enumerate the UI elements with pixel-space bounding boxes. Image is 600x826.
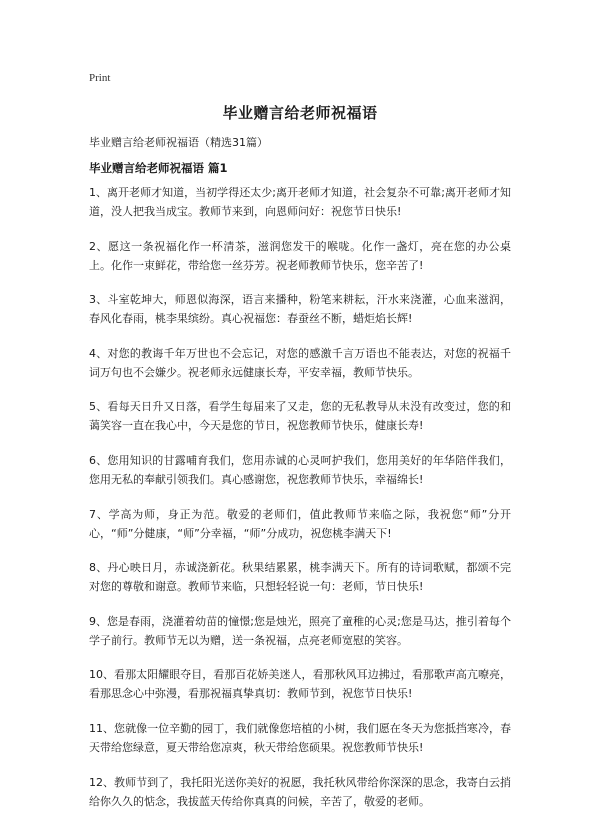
paragraph: 4、对您的教诲千年万世也不会忘记，对您的感激千言万语也不能表达，对您的祝福千词万句也不会嫌少。祝老师永远健康长寿，平安幸福，教师节快乐。	[89, 346, 511, 379]
paragraph: 5、看每天日升又日落，看学生每届来了又走，您的无私教导从未没有改变过，您的和蔼笑容一直在我心中，今天是您的节日，祝您教师节快乐，健康长寿!	[89, 400, 511, 433]
paragraph: 2、愿这一条祝福化作一杯清茶，滋润您发干的喉咙。化作一盏灯，亮在您的办公桌上。化作一束鲜花，带给您一丝芬芳。祝老师教师节快乐，您辛苦了!	[89, 239, 511, 272]
paragraph: 11、您就像一位辛勤的园丁，我们就像您培植的小树，我们愿在冬天为您抵挡寒冷，春天带给您绿意，夏天带给您凉爽，秋天带给您硕果。祝您教师节快乐!	[89, 721, 511, 754]
section-heading: 毕业赠言给老师祝福语 篇1	[89, 161, 228, 175]
page-title: 毕业赠言给老师祝福语	[222, 104, 378, 122]
paragraph-list	[89, 183, 511, 826]
paragraph: 1、离开老师才知道，当初学得还太少;离开老师才知道，社会复杂不可靠;离开老师才知道，没人把我当成宝。教师节来到，向恩师问好：祝您节日快乐!	[89, 186, 511, 218]
print-link[interactable]: Print	[89, 72, 111, 84]
subtitle: 毕业赠言给老师祝福语（精选31篇）	[89, 136, 268, 149]
paragraph: 10、看那太阳耀眼夺目，看那百花娇美迷人，看那秋风耳边拂过，看那歌声高亢嘹亮，看那思念心中弥漫，看那祝福真挚真切：教师节到，祝您节日快乐!	[89, 668, 511, 701]
paragraph: 6、您用知识的甘露哺育我们，您用赤诚的心灵呵护我们，您用美好的年华陪伴我们，您用无私的奉献引领我们。真心感谢您，祝您教师节快乐，幸福绵长!	[89, 453, 511, 486]
paragraph: 7、学高为师，身正为范。敬爱的老师们，值此教师节来临之际，我祝您“师”分开心，“师”分健康，“师”分幸福，“师”分成功，祝您桃李满天下!	[89, 507, 511, 540]
paragraph: 12、教师节到了，我托阳光送你美好的祝愿，我托秋风带给你深深的思念，我寄白云捎给你久久的惦念，我拔蓝天传给你真真的问候，辛苦了，敬爱的老师。	[89, 775, 511, 808]
paragraph: 8、丹心映日月，赤诚浇新花。秋果结累累，桃李满天下。所有的诗词歌赋，都颂不完对您的尊敬和谢意。教师节来临，只想轻轻说一句：老师，节日快乐!	[89, 561, 511, 594]
paragraph: 3、斗室乾坤大，师恩似海深，语言来播种，粉笔来耕耘，汗水来浇灌，心血来滋润，春风化春雨，桃李果缤纷。真心祝福您：春蚕丝不断，蜡炬焰长辉!	[89, 293, 511, 326]
paragraph: 9、您是春雨，浇灌着幼苗的憧憬;您是烛光，照亮了童稚的心灵;您是马达，推引着每个学子前行。教师节无以为赠，送一条祝福，点亮老师宽慰的笑容。	[89, 614, 511, 647]
